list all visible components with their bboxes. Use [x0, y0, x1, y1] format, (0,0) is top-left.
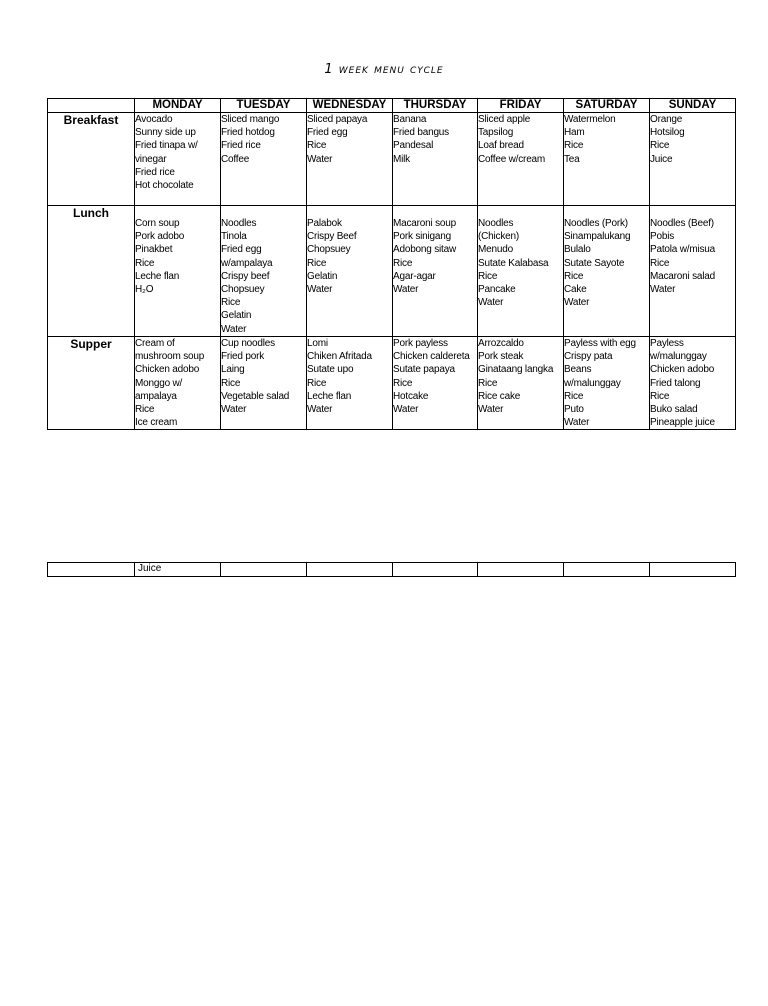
continuation-row	[48, 563, 736, 577]
menu-cell-supper-friday	[478, 337, 564, 430]
menu-item: Water	[221, 323, 247, 335]
menu-item: Ginataang langka	[478, 364, 554, 376]
menu-item: Noodles	[221, 218, 257, 229]
menu-item: Fried rice	[135, 166, 175, 178]
menu-item: Beans	[564, 364, 592, 376]
menu-cell-lunch-friday	[478, 206, 564, 337]
menu-item: Noodles (Beef)	[650, 218, 714, 229]
menu-item: Tapsilog	[478, 127, 514, 139]
menu-cell-supper-wednesday	[307, 337, 393, 430]
menu-item: w/ampalaya	[221, 257, 273, 269]
menu-item: Rice	[307, 377, 327, 389]
menu-item: Orange	[650, 114, 683, 125]
menu-item: Coffee w/cream	[478, 153, 546, 165]
menu-item: Watermelon	[564, 114, 616, 125]
menu-item: Water	[478, 297, 504, 309]
menu-item: (Chicken)	[478, 231, 519, 243]
menu-cell-supper-sunday	[650, 337, 736, 430]
menu-item: Sunny side up	[135, 127, 196, 139]
menu-item: Sliced papaya	[307, 114, 368, 125]
menu-item: Rice	[307, 257, 327, 269]
continuation-cell	[307, 563, 393, 577]
menu-item: Adobong sitaw	[393, 244, 457, 256]
continuation-cell	[48, 563, 135, 577]
menu-item: Water	[307, 284, 333, 296]
menu-item: Rice	[650, 257, 670, 269]
menu-item: Rice cake	[478, 390, 521, 402]
menu-cell-supper-thursday	[393, 337, 478, 430]
menu-item: Chopsuey	[307, 244, 351, 256]
menu-item: Sutate Kalabasa	[478, 257, 549, 269]
menu-item: Buko salad	[650, 404, 698, 416]
menu-cell-breakfast-sunday	[650, 113, 736, 206]
corner-cell	[48, 99, 135, 113]
menu-item: Coffee	[221, 153, 250, 165]
menu-item: Cup noodles	[221, 338, 275, 349]
menu-item: Payless with egg	[564, 338, 636, 349]
page-title: 1 week menu cycle	[324, 62, 444, 77]
menu-cell-breakfast-thursday	[393, 113, 478, 206]
menu-item: Arrozcaldo	[478, 338, 524, 349]
menu-item: Chicken adobo	[135, 364, 200, 376]
menu-item: Fried egg	[221, 244, 262, 256]
day-header-saturday: SATURDAY	[564, 99, 650, 113]
menu-item: Pork sinigang	[393, 231, 451, 243]
menu-item: Laing	[221, 364, 245, 376]
menu-item: Pork steak	[478, 351, 524, 363]
menu-item: Fried rice	[221, 140, 261, 152]
menu-item: Sutate papaya	[393, 364, 455, 376]
menu-item: Bulalo	[564, 244, 591, 256]
menu-item: Rice	[564, 390, 584, 402]
menu-item: w/malunggay	[650, 351, 707, 363]
menu-item: Water	[564, 297, 590, 309]
continuation-cell: Juice	[135, 563, 221, 577]
menu-item: Sutate Sayote	[564, 257, 625, 269]
menu-item: Rice	[478, 270, 498, 282]
menu-item: Fried tinapa w/	[135, 140, 198, 152]
day-header-tuesday: TUESDAY	[221, 99, 307, 113]
menu-item: w/malunggay	[564, 377, 621, 389]
menu-item: Leche flan	[307, 390, 352, 402]
menu-item: Chicken adobo	[650, 364, 715, 376]
menu-cell-breakfast-wednesday	[307, 113, 393, 206]
menu-item: Corn soup	[135, 218, 180, 229]
menu-item: Ice cream	[135, 417, 178, 429]
menu-item: Fried pork	[221, 351, 265, 363]
menu-cell-supper-tuesday	[221, 337, 307, 430]
menu-cell-breakfast-friday	[478, 113, 564, 206]
menu-item: Rice	[393, 377, 413, 389]
menu-item: Water	[221, 404, 247, 416]
menu-item: Water	[307, 153, 333, 165]
menu-cell-breakfast-tuesday	[221, 113, 307, 206]
menu-cell-lunch-wednesday	[307, 206, 393, 337]
menu-item: Crispy Beef	[307, 231, 357, 243]
menu-item: mushroom soup	[135, 351, 205, 363]
menu-cell-breakfast-saturday	[564, 113, 650, 206]
menu-item: Hot chocolate	[135, 180, 194, 192]
menu-item: Pork adobo	[135, 231, 185, 243]
menu-cell-supper-monday	[135, 337, 221, 430]
menu-item: vinegar	[135, 153, 167, 165]
menu-item: Chicken caldereta	[393, 351, 470, 363]
menu-item: Sliced mango	[221, 114, 280, 125]
meal-row-lunch	[48, 206, 736, 337]
day-header-monday: MONDAY	[135, 99, 221, 113]
menu-item: Hotsilog	[650, 127, 685, 139]
menu-item: Pork payless	[393, 338, 448, 349]
menu-item: Water	[564, 417, 590, 429]
menu-item: Tea	[564, 153, 580, 165]
menu-item: Pineapple juice	[650, 417, 715, 429]
menu-item: Water	[307, 404, 333, 416]
meal-label-lunch: Lunch	[48, 206, 135, 337]
menu-item: Agar-agar	[393, 270, 436, 282]
menu-item: Chopsuey	[221, 284, 265, 296]
menu-item: Monggo w/	[135, 377, 183, 389]
continuation-cell	[221, 563, 307, 577]
menu-cell-lunch-sunday	[650, 206, 736, 337]
menu-item: Noodles (Pork)	[564, 218, 628, 229]
menu-cell-breakfast-monday	[135, 113, 221, 206]
menu-item: Sinampalukang	[564, 231, 631, 243]
menu-item: Patola w/misua	[650, 244, 716, 256]
menu-item: Chiken Afritada	[307, 351, 372, 363]
menu-item: Fried talong	[650, 377, 701, 389]
continuation-cell	[478, 563, 564, 577]
menu-item: Fried hotdog	[221, 127, 275, 139]
menu-item: Ham	[564, 127, 585, 139]
meal-row-breakfast	[48, 113, 736, 206]
menu-item: ampalaya	[135, 390, 177, 402]
meal-label-supper: Supper	[48, 337, 135, 430]
menu-item: Sliced apple	[478, 114, 531, 125]
menu-item: Avocado	[135, 114, 173, 125]
menu-item: Vegetable salad	[221, 390, 290, 402]
menu-item: Noodles	[478, 218, 514, 229]
menu-item: Rice	[478, 377, 498, 389]
meal-label-breakfast: Breakfast	[48, 113, 135, 206]
menu-cell-lunch-saturday	[564, 206, 650, 337]
menu-item: Menudo	[478, 244, 513, 256]
menu-item: Water	[393, 404, 419, 416]
menu-item: Sutate upo	[307, 364, 354, 376]
menu-item: Cream of	[135, 338, 175, 349]
menu-item: Banana	[393, 114, 427, 125]
menu-item: Tinola	[221, 231, 247, 243]
menu-item: Water	[478, 404, 504, 416]
day-header-wednesday: WEDNESDAY	[307, 99, 393, 113]
menu-item: Pobis	[650, 231, 675, 243]
continuation-table	[47, 562, 736, 577]
menu-item: Hotcake	[393, 390, 429, 402]
menu-item: Gelatin	[221, 310, 252, 322]
menu-item: Leche flan	[135, 270, 180, 282]
meal-row-supper	[48, 337, 736, 430]
menu-item: Rice	[307, 140, 327, 152]
menu-table	[47, 98, 736, 430]
menu-item: H₂O	[135, 284, 154, 296]
menu-cell-supper-saturday	[564, 337, 650, 430]
menu-item: Crispy beef	[221, 270, 270, 282]
menu-item: Water	[650, 284, 676, 296]
day-header-friday: FRIDAY	[478, 99, 564, 113]
continuation-cell	[564, 563, 650, 577]
menu-item: Rice	[393, 257, 413, 269]
day-header-sunday: SUNDAY	[650, 99, 736, 113]
continuation-cell	[650, 563, 736, 577]
menu-item: Crispy pata	[564, 351, 613, 363]
menu-cell-lunch-monday	[135, 206, 221, 337]
menu-item: Pandesal	[393, 140, 434, 152]
menu-item: Gelatin	[307, 270, 338, 282]
continuation-cell	[393, 563, 478, 577]
menu-item: Pancake	[478, 284, 516, 296]
menu-item: Payless	[650, 338, 684, 349]
menu-item: Rice	[221, 297, 241, 309]
menu-item: Macaroni salad	[650, 270, 716, 282]
header-row	[48, 99, 736, 113]
menu-item: Loaf bread	[478, 140, 524, 152]
menu-item: Rice	[135, 404, 155, 416]
menu-item: Fried bangus	[393, 127, 449, 139]
menu-item: Rice	[564, 140, 584, 152]
menu-item: Water	[393, 284, 419, 296]
menu-item: Rice	[650, 140, 670, 152]
menu-item: Pinakbet	[135, 244, 173, 256]
menu-item: Cake	[564, 284, 587, 296]
day-header-thursday: THURSDAY	[393, 99, 478, 113]
menu-item: Lomi	[307, 338, 328, 349]
menu-item: Juice	[650, 153, 673, 165]
menu-item: Macaroni soup	[393, 218, 456, 229]
menu-item: Fried egg	[307, 127, 348, 139]
menu-item: Rice	[221, 377, 241, 389]
menu-item: Palabok	[307, 218, 342, 229]
menu-item: Milk	[393, 153, 410, 165]
menu-item: Rice	[135, 257, 155, 269]
menu-item: Puto	[564, 404, 584, 416]
menu-item: Rice	[564, 270, 584, 282]
menu-item: Rice	[650, 390, 670, 402]
menu-cell-lunch-tuesday	[221, 206, 307, 337]
menu-cell-lunch-thursday	[393, 206, 478, 337]
